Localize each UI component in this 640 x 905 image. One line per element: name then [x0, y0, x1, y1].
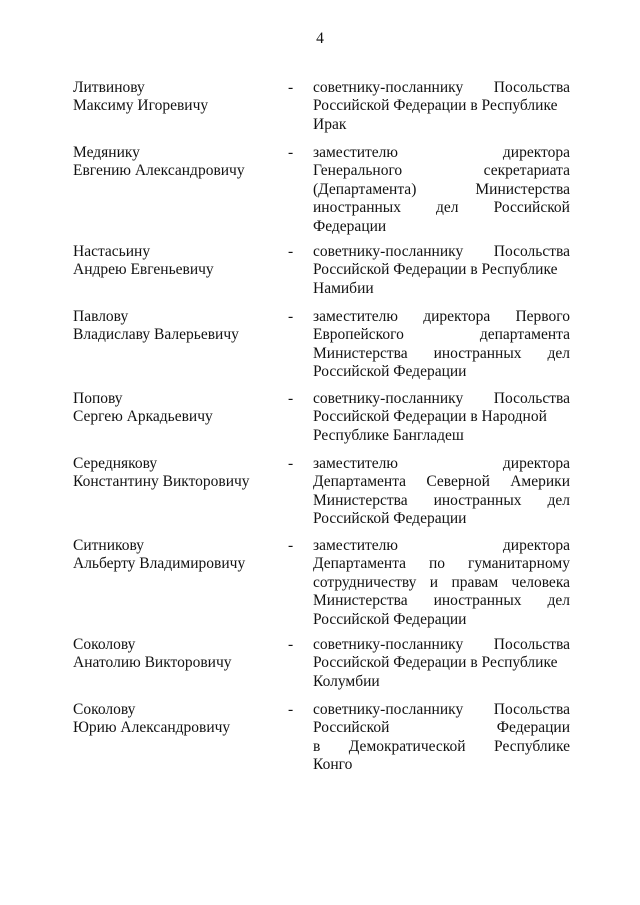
position-line — [313, 218, 570, 236]
page-number: 4 — [316, 30, 324, 47]
position-line — [313, 144, 570, 162]
position-text: Российской Федерации в Республике — [313, 654, 558, 672]
position-line — [313, 611, 570, 629]
position-text: Российской — [493, 199, 570, 217]
person-surname: Павлову — [73, 308, 129, 325]
position-line — [313, 390, 570, 408]
position-text: правам — [451, 573, 499, 591]
position-line — [313, 427, 570, 445]
position-text: Демократической — [348, 737, 466, 755]
person-surname: Медянику — [73, 144, 140, 161]
position-text: иностранных — [433, 491, 522, 509]
position-text: человека — [511, 573, 570, 591]
position-line — [313, 756, 570, 774]
position-text: сотрудничеству — [313, 573, 417, 591]
position-text: директора — [502, 455, 570, 472]
separator-dash: - — [288, 79, 294, 96]
position-line — [313, 79, 570, 97]
position-text: Федерации — [496, 719, 570, 737]
position-line — [313, 408, 570, 426]
position-text: дел — [547, 491, 570, 509]
position-line — [313, 116, 570, 134]
position-line — [313, 243, 570, 261]
position-line — [313, 510, 570, 528]
position-text: Ирак — [313, 115, 347, 133]
position-text: заместителю — [313, 308, 398, 325]
position-text: заместителю — [313, 455, 398, 472]
person-name — [73, 537, 283, 574]
position-text: Америки — [510, 473, 570, 491]
position-text: Посольства — [493, 390, 570, 407]
position-text: департамента — [479, 326, 570, 344]
person-given-names: Евгению Александровичу — [73, 162, 245, 180]
position-title — [313, 308, 570, 382]
position-line — [313, 97, 570, 115]
position-line — [313, 719, 570, 737]
position-line — [313, 636, 570, 654]
position-text: иностранных — [433, 344, 522, 362]
position-line — [313, 345, 570, 363]
position-text: директора — [502, 144, 570, 161]
position-text: Намибии — [313, 279, 374, 297]
position-text: Российской Федерации в Республике — [313, 261, 558, 279]
person-name — [73, 243, 283, 280]
position-line — [313, 326, 570, 344]
separator-dash: - — [288, 537, 294, 554]
position-text: Департамента — [313, 473, 407, 491]
position-text: заместителю — [313, 537, 398, 554]
person-given-names: Владиславу Валерьевичу — [73, 326, 239, 344]
person-surname: Настасьину — [73, 243, 151, 260]
person-given-names: Альберту Владимировичу — [73, 555, 246, 573]
position-text: советнику-посланнику — [313, 636, 464, 653]
position-text: Министерства — [475, 180, 570, 198]
separator-dash: - — [288, 144, 294, 161]
separator-dash: - — [288, 455, 294, 472]
person-given-names: Сергею Аркадьевичу — [73, 408, 213, 426]
person-surname: Попову — [73, 390, 123, 407]
person-given-names: Константину Викторовичу — [73, 473, 250, 491]
position-text: в — [313, 737, 321, 755]
position-text: дел — [436, 199, 459, 217]
person-given-names: Юрию Александровичу — [73, 719, 231, 737]
position-text: Министерства — [313, 344, 408, 362]
position-line — [313, 181, 570, 199]
position-text: советнику-посланнику — [313, 701, 464, 718]
position-line — [313, 473, 570, 491]
person-surname: Литвинову — [73, 79, 145, 96]
person-surname: Середнякову — [73, 455, 158, 472]
position-text: (Департамента) — [313, 180, 417, 198]
position-line — [313, 308, 570, 326]
person-given-names: Максиму Игоревичу — [73, 97, 209, 115]
position-text: советнику-посланнику — [313, 243, 464, 260]
position-text: Российской Федерации — [313, 510, 467, 528]
position-text: Конго — [313, 756, 353, 774]
position-line — [313, 199, 570, 217]
position-text: Российской Федерации — [313, 610, 467, 628]
position-title — [313, 144, 570, 236]
position-line — [313, 363, 570, 381]
position-text: Колумбии — [313, 672, 380, 690]
person-name — [73, 701, 283, 738]
person-name — [73, 79, 283, 116]
person-surname: Ситникову — [73, 537, 145, 554]
position-text: директора — [423, 308, 491, 325]
position-text: Российской Федерации в Народной — [313, 408, 547, 426]
position-text: дел — [547, 592, 570, 610]
position-text: Посольства — [493, 636, 570, 653]
position-text: по — [429, 555, 446, 573]
person-name — [73, 308, 283, 345]
person-name — [73, 636, 283, 673]
position-title — [313, 243, 570, 298]
position-line — [313, 162, 570, 180]
position-text: Федерации — [313, 217, 387, 235]
position-text: Российской — [313, 719, 390, 737]
position-text: Первого — [515, 308, 570, 325]
position-line — [313, 455, 570, 473]
position-line — [313, 555, 570, 573]
position-text: и — [429, 573, 439, 591]
position-text: заместителю — [313, 144, 398, 161]
position-text: Посольства — [493, 243, 570, 260]
position-line — [313, 280, 570, 298]
separator-dash: - — [288, 243, 294, 260]
position-line — [313, 592, 570, 610]
position-text: Генерального — [313, 162, 403, 180]
position-text: Министерства — [313, 592, 408, 610]
position-title — [313, 455, 570, 529]
position-title — [313, 636, 570, 691]
position-text: Посольства — [493, 79, 570, 96]
person-name — [73, 144, 283, 181]
position-title — [313, 537, 570, 629]
position-line — [313, 654, 570, 672]
position-text: Республике Бангладеш — [313, 426, 464, 444]
position-text: директора — [502, 537, 570, 554]
separator-dash: - — [288, 308, 294, 325]
position-title — [313, 390, 570, 445]
position-text: дел — [547, 344, 570, 362]
position-text: Республике — [494, 737, 570, 755]
person-given-names: Анатолию Викторовичу — [73, 654, 232, 672]
position-text: секретариата — [483, 162, 570, 180]
position-title — [313, 701, 570, 775]
person-name — [73, 390, 283, 427]
position-title — [313, 79, 570, 134]
position-text: советнику-посланнику — [313, 79, 464, 96]
position-line — [313, 537, 570, 555]
person-surname: Соколову — [73, 701, 136, 718]
position-line — [313, 738, 570, 756]
position-text: Европейского — [313, 326, 404, 344]
position-line — [313, 701, 570, 719]
position-text: иностранных — [433, 592, 522, 610]
position-text: Министерства — [313, 491, 408, 509]
separator-dash: - — [288, 701, 294, 718]
position-text: Российской Федерации — [313, 363, 467, 381]
separator-dash: - — [288, 390, 294, 407]
person-surname: Соколову — [73, 636, 136, 653]
position-text: Департамента — [313, 555, 407, 573]
position-text: гуманитарному — [468, 555, 570, 573]
person-given-names: Андрею Евгеньевичу — [73, 261, 214, 279]
position-line — [313, 574, 570, 592]
position-text: Российской Федерации в Республике — [313, 97, 558, 115]
position-line — [313, 261, 570, 279]
position-text: Посольства — [493, 701, 570, 718]
position-text: советнику-посланнику — [313, 390, 464, 407]
position-text: Северной — [426, 473, 490, 491]
position-line — [313, 673, 570, 691]
position-line — [313, 492, 570, 510]
person-name — [73, 455, 283, 492]
separator-dash: - — [288, 636, 294, 653]
position-text: иностранных — [313, 199, 401, 217]
